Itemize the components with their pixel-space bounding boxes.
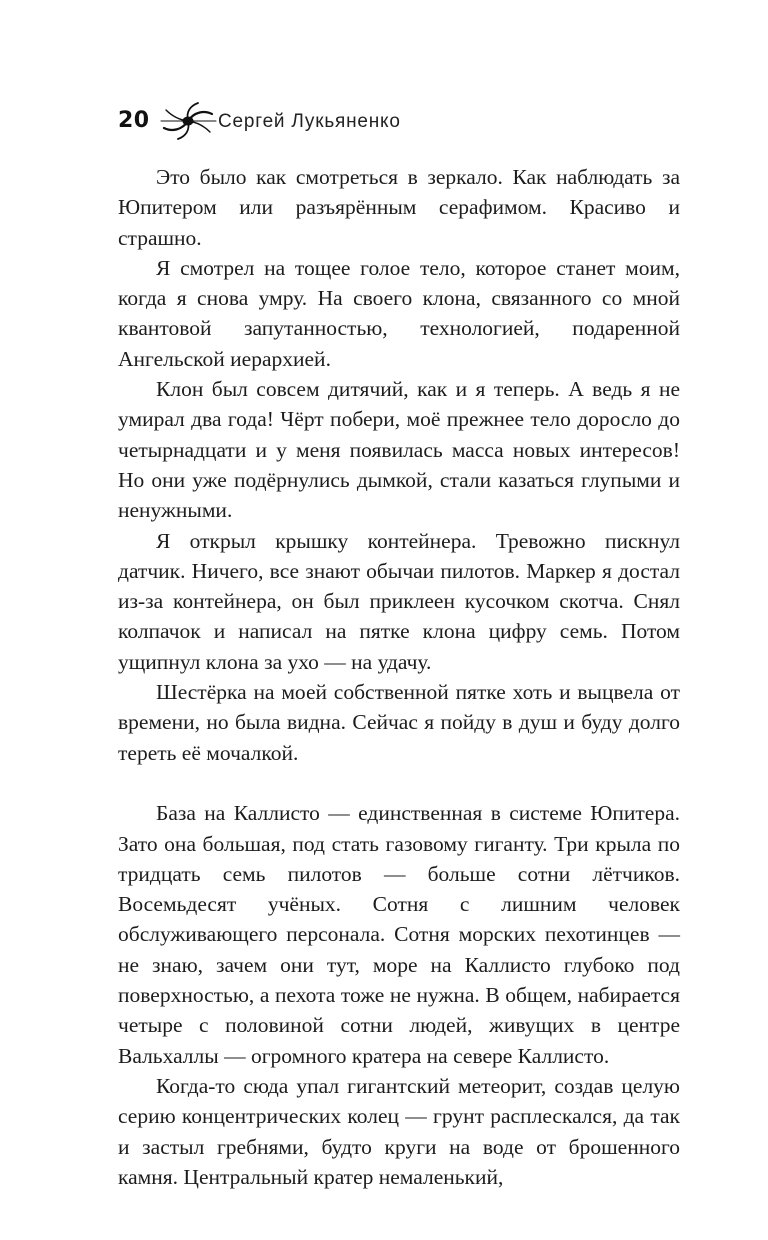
author-name: Сергей Лукьяненко — [218, 111, 401, 132]
paragraph: Я смотрел на тощее голое тело, которое станет моим, когда я снова умру. На своего клона, связанного со мной квантовой запутанностью, технологией, подаренной Ангельской иерархией. — [118, 255, 680, 371]
paragraph: Шестёрка на моей собственной пятке хоть и выцвела от времени, но была видна. Сейчас я пойду в душ и буду долго тереть её мочалкой. — [118, 680, 680, 765]
paragraph: Я открыл крышку контейнера. Тревожно пискнул датчик. Ничего, все знают обычаи пилотов. Маркер я достал из-за контейнера, он был приклеен кусочком скотча. Снял колпачок и написал на пятке клона цифру семь. Потом ущипнул клона за ухо — на удачу. — [118, 528, 680, 674]
spiral-galaxy-icon — [160, 102, 218, 140]
paragraph: Когда-то сюда упал гигантский метеорит, создав целую серию концентрических колец — грунт расплескался, да так и застыл гребнями, будто круги на воде от брошенного камня. Центральный кратер немаленький, — [118, 1073, 680, 1189]
paragraph: Клон был совсем дитячий, как и я теперь. А ведь я не умирал два года! Чёрт побери, моё прежнее тело доросло до четырнадцати и у меня появилась масса новых интересов! Но они уже подёрнулись дымкой, стали казаться глупыми и ненужными. — [118, 377, 680, 523]
running-header — [118, 102, 678, 142]
page-number: 20 — [118, 108, 150, 133]
paragraph: База на Каллисто — единственная в системе Юпитера. Зато она большая, под стать газовому гиганту. Три крыла по тридцать семь пилотов — больше сотни лётчиков. Восемьдесят учёных. Сотня с лишним человек обслуживающего персонала. Сотня морских пехотинцев — не знаю, зачем они тут, море на Каллисто глубоко под поверхностью, а пехота тоже не нужна. В общем, набирается четыре с половиной сотни людей, живущих в центре Вальхаллы — огромного кратера на севере Каллисто. — [118, 801, 680, 1068]
paragraph: Это было как смотреться в зеркало. Как наблюдать за Юпитером или разъярённым серафимом. Красиво и страшно. — [118, 165, 680, 250]
body-text — [118, 162, 680, 1192]
